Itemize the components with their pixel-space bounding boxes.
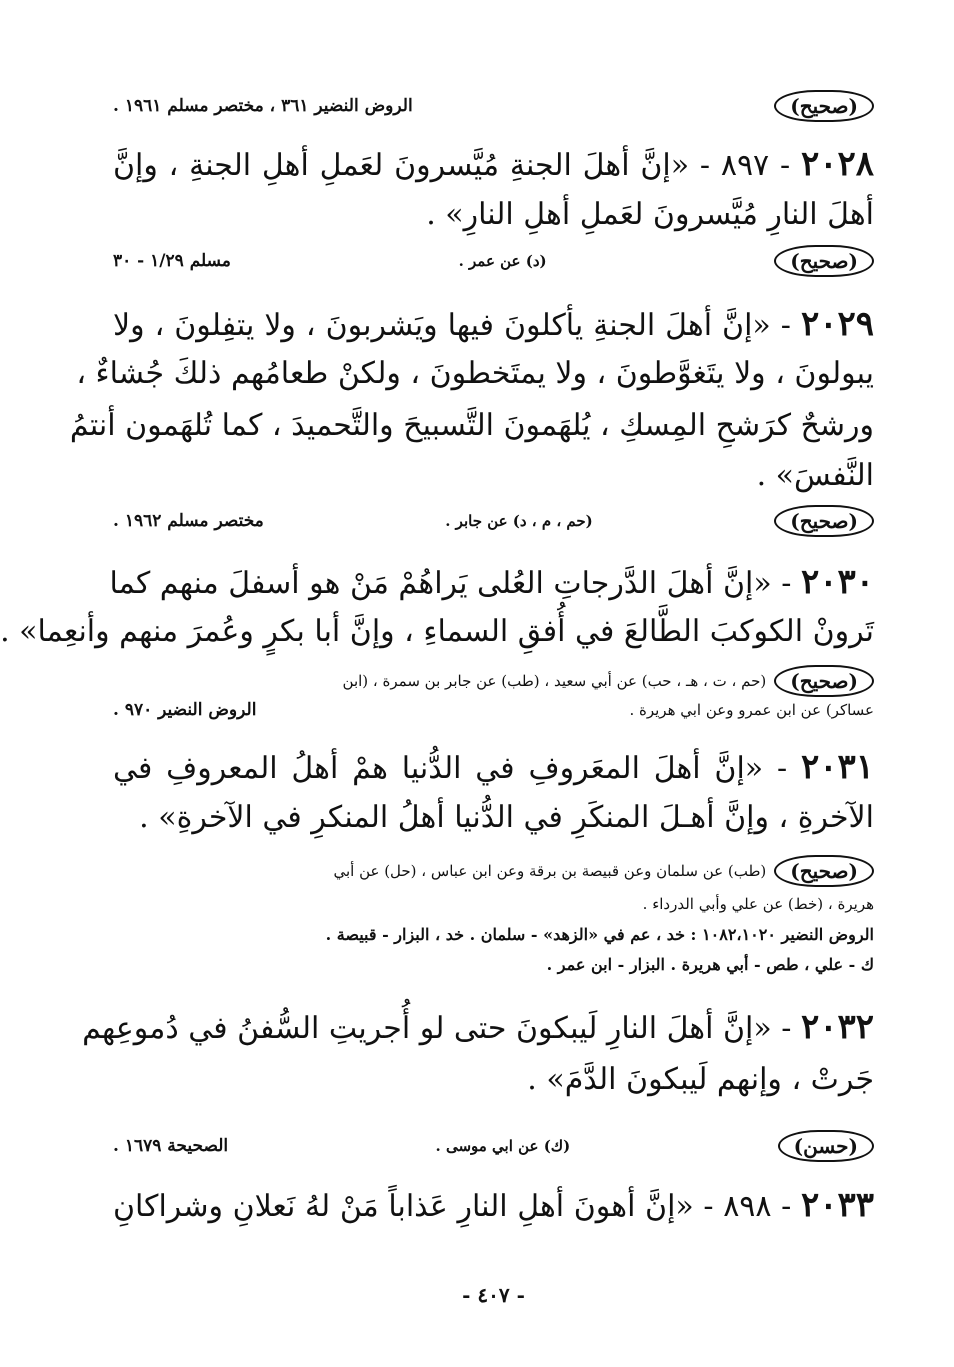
hadith-line	[113, 1060, 874, 1099]
hadith-text: «إنَّ أهونَ أهلِ النارِ عَذاباً مَنْ لهُ نَعلانِ وشراكانِ	[113, 1189, 694, 1224]
grade-line	[113, 505, 874, 537]
source-narrator: هريرة ، (خط) عن علي وأبي الدرداء .	[642, 895, 874, 913]
source-reference: مختصر مسلم ١٩٦٢ .	[113, 511, 264, 531]
hadith-line: ٢٠٢٨ - ٨٩٧ - «إنَّ أهلَ الجنةِ مُيَّسرونَ لعَملِ أهلِ الجنةِ ، وإنَّ	[113, 144, 874, 184]
source-narrator: (د) عن عمر .	[458, 252, 547, 270]
source-reference: الروض النضير ٩٧٠ .	[113, 700, 257, 720]
grade-line	[113, 855, 874, 887]
hadith-sub-number: ٨٩٨	[723, 1189, 772, 1224]
grade-line	[113, 245, 874, 277]
hadith-number: ٢٠٢٩	[800, 304, 874, 344]
source-narrator: (طب) عن سلمان وعن قبيصة بن برقة وعن ابن عباس ، (حل) عن أبي	[333, 862, 767, 880]
grade-badge: (صحيح)	[774, 90, 874, 122]
hadith-line	[113, 195, 874, 234]
source-narrator: عساكر) عن ابن عمرو وعن ابي هريرة .	[629, 701, 874, 719]
hadith-number: ٢٠٣٠	[800, 562, 874, 602]
hadith-text: يبولونَ ، ولا يتَغوَّطونَ ، ولا يمتَخطونَ ، ولكنْ طعامُهم ذلكَ جُشاءٌ ،	[76, 356, 874, 391]
grade-line	[113, 1130, 874, 1162]
source-reference: الروض النضير ٣٦١ ، مختصر مسلم ١٩٦١ .	[113, 96, 413, 116]
hadith-text: ورشحٌ كرَشحِ المِسكِ ، يُلهَمونَ التَّسبيحَ والتَّحميدَ ، كما تُلهَمون أنتمُ	[69, 408, 874, 443]
hadith-number: ٢٠٢٨	[800, 144, 874, 184]
source-reference: مسلم ١/٢٩ - ٣٠	[113, 251, 231, 271]
hadith-line: ٢٠٢٩ - «إنَّ أهلَ الجنةِ يأكلونَ فيها ويَشربونَ ، ولا يتفِلونَ ، ولا	[113, 304, 874, 344]
source-reference: الصحيحة ١٦٧٩ .	[113, 1136, 229, 1156]
hadith-line: ٢٠٣١ - «إنَّ أهلَ المعَروفِ في الدُّنيا همْ أهلُ المعروفِ في	[113, 747, 874, 787]
hadith-text: «إنَّ أهلَ الجنةِ مُيَّسرونَ لعَملِ أهلِ الجنةِ ، وإنَّ	[113, 148, 690, 183]
hadith-number: ٢٠٣١	[800, 747, 874, 787]
source-reference: ك - علي ، طص - أبي هريرة . البزار - ابن عمر .	[546, 955, 874, 974]
grade-line	[113, 665, 874, 697]
grade-badge: (صحيح)	[774, 505, 874, 537]
source-line	[113, 700, 874, 720]
hadith-line: ٢٠٣٣ - ٨٩٨ - «إنَّ أهونَ أهلِ النارِ عَذاباً مَنْ لهُ نَعلانِ وشراكانِ	[113, 1185, 874, 1225]
hadith-text: «إنَّ أهلَ النارِ لَيبكونَ حتى لو أُجريتِ السُّفنُ في دُموعِهم	[82, 1011, 772, 1046]
document-page	[0, 80, 874, 1307]
grade-badge: (حسن)	[778, 1130, 874, 1162]
source-narrator: (ك) عن ابي موسى .	[435, 1137, 571, 1155]
hadith-text: النَّفسَ» .	[756, 458, 874, 493]
grade-badge: (صحيح)	[774, 855, 874, 887]
hadith-line: ٢٠٣٠ - «إنَّ أهلَ الدَّرجاتِ العُلى يَراهُمْ مَنْ هو أسفلَ منهم كما	[109, 562, 874, 602]
grade-line	[113, 90, 874, 122]
hadith-text: أهلَ النارِ مُيَّسرونَ لعَملِ أهلِ النارِ» .	[426, 197, 874, 232]
reference-line	[113, 955, 874, 974]
hadith-number: ٢٠٣٣	[800, 1185, 874, 1225]
grade-badge: (صحيح)	[774, 245, 874, 277]
hadith-sub-number: ٨٩٧	[720, 148, 770, 183]
hadith-number: ٢٠٣٢	[800, 1007, 874, 1047]
source-narrator: (حم ، ت ، هـ ، حب) عن أبي سعيد ، (طب) عن جابر بن سمرة ، (ابن	[342, 672, 767, 690]
source-narrator: (حم ، م ، د) عن جابر .	[445, 512, 593, 530]
page-number: - ٤٠٧ -	[462, 1283, 525, 1307]
source-reference: الروض النضير ١٠٨٢،١٠٢٠ : خد ، عم في «الزهد» - سلمان . خد ، البزار - قبيصة .	[325, 925, 874, 944]
hadith-line	[76, 354, 874, 393]
hadith-line	[113, 798, 874, 837]
hadith-line	[0, 612, 874, 651]
hadith-text: «إنَّ أهلَ الجنةِ يأكلونَ فيها ويَشربونَ ، ولا يتفِلونَ ، ولا	[113, 308, 771, 343]
hadith-line	[69, 406, 874, 445]
reference-line	[113, 925, 874, 944]
hadith-line	[113, 456, 874, 495]
source-line	[113, 895, 874, 913]
hadith-text: «إنَّ أهلَ المعَروفِ في الدُّنيا همْ أهلُ المعروفِ في	[113, 751, 764, 786]
hadith-text: الآخرةِ ، وإنَّ أهـلَ المنكَرِ في الدُّنيا أهلُ المنكرِ في الآخرةِ» .	[139, 800, 874, 835]
grade-badge: (صحيح)	[774, 665, 874, 697]
hadith-text: جَرتْ ، وإنهم لَيبكونَ الدَّمَ» .	[527, 1062, 874, 1097]
hadith-line: ٢٠٣٢ - «إنَّ أهلَ النارِ لَيبكونَ حتى لو أُجريتِ السُّفنُ في دُموعِهم	[82, 1007, 874, 1047]
hadith-text: تَرونْ الكوكبَ الطَّالعَ في أُفقِ السماءِ ، وإنَّ أبا بكرٍ وعُمرَ منهم وأنعِما» .	[0, 614, 874, 649]
hadith-text: «إنَّ أهلَ الدَّرجاتِ العُلى يَراهُمْ مَنْ هو أسفلَ منهم كما	[109, 566, 772, 601]
